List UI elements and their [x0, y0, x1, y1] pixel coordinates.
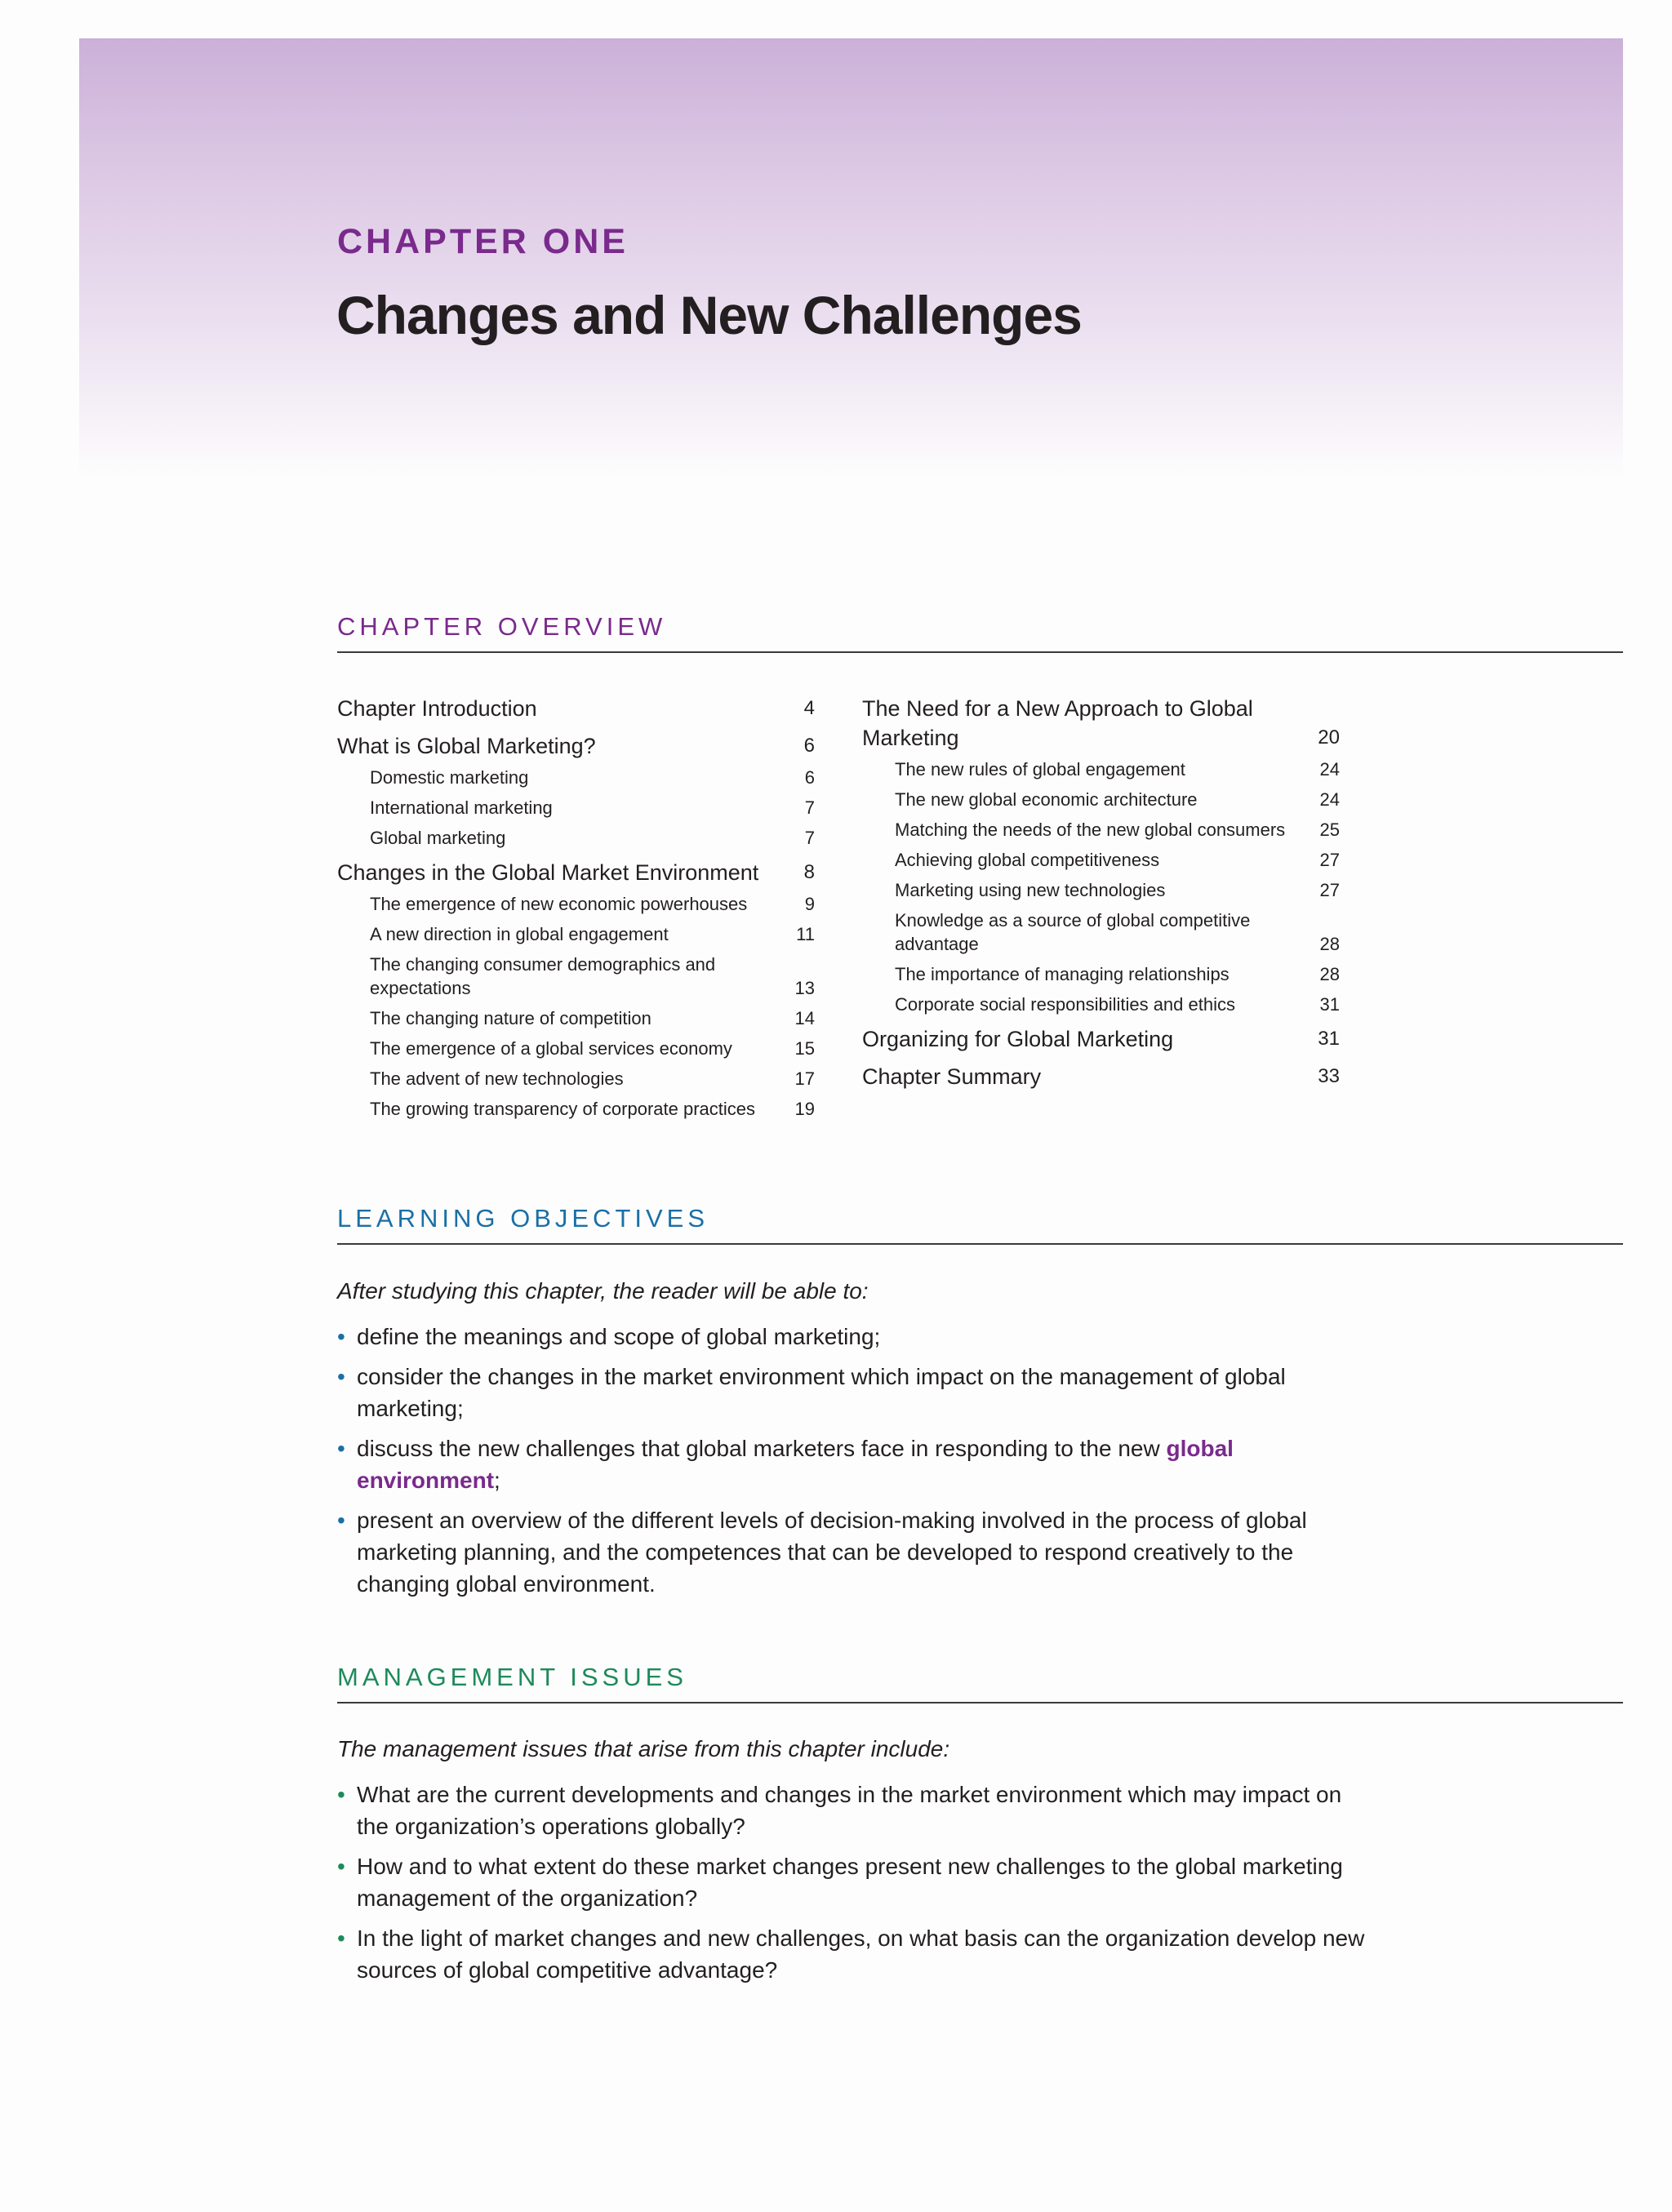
toc-entry[interactable]: Knowledge as a source of global competitive advantage 28	[895, 910, 1340, 954]
bullet-icon: •	[337, 1364, 345, 1389]
issues-lead: The management issues that arise from this chapter include:	[337, 1736, 950, 1761]
toc-entry[interactable]: The importance of managing relationships 28	[895, 964, 1340, 984]
toc-entry[interactable]: The emergence of a global services economy 15	[370, 1038, 815, 1059]
toc-entry[interactable]: Marketing using new technologies 27	[895, 880, 1340, 900]
objectives-lead: After studying this chapter, the reader will be able to:	[337, 1278, 869, 1304]
toc-right-column	[862, 694, 1340, 1096]
bullet-icon: •	[337, 1782, 345, 1807]
toc-entry[interactable]: What is Global Marketing? 6	[337, 734, 815, 758]
list-item: • What are the current developments and changes in the market environment which may impact on the organization’s operations globally?	[337, 1779, 1366, 1842]
toc-left-column	[337, 694, 815, 1127]
toc-entry[interactable]: The new global economic architecture 24	[895, 789, 1340, 810]
toc-entry[interactable]: Domestic marketing 6	[370, 767, 815, 788]
keyword-term[interactable]: global environment	[357, 1436, 1234, 1493]
bullet-icon: •	[337, 1436, 345, 1461]
overview-heading: CHAPTER OVERVIEW	[337, 612, 1623, 653]
objectives-heading: LEARNING OBJECTIVES	[337, 1204, 1623, 1245]
toc-entry[interactable]: Organizing for Global Marketing 31	[862, 1027, 1340, 1051]
bullet-icon: •	[337, 1324, 345, 1349]
toc-entry[interactable]: The emergence of new economic powerhouses 9	[370, 894, 815, 914]
list-item: • In the light of market changes and new challenges, on what basis can the organization develop new sources of global competitive advantage?	[337, 1922, 1366, 1986]
toc-entry[interactable]: Chapter Summary 33	[862, 1064, 1340, 1089]
toc-entry[interactable]: The changing nature of competition 14	[370, 1008, 815, 1028]
toc-entry[interactable]: The changing consumer demographics and expectations 13	[370, 954, 815, 998]
issues-heading: MANAGEMENT ISSUES	[337, 1663, 1623, 1703]
toc-entry[interactable]: The Need for a New Approach to Global Marketing 20	[862, 696, 1340, 750]
chapter-title: Changes and New Challenges	[336, 285, 1082, 345]
chapter-label: CHAPTER ONE	[337, 222, 629, 261]
bullet-icon: •	[337, 1926, 345, 1951]
toc-entry[interactable]: Corporate social responsibilities and ethics 31	[895, 994, 1340, 1015]
list-item: • discuss the new challenges that global marketers face in responding to the new global environment;	[337, 1432, 1366, 1496]
toc-entry[interactable]: International marketing 7	[370, 797, 815, 818]
list-item: • How and to what extent do these market changes present new challenges to the global marketing management of the organization?	[337, 1850, 1366, 1914]
chapter-banner	[79, 38, 1623, 479]
toc-entry[interactable]: Chapter Introduction 4	[337, 696, 815, 721]
bullet-icon: •	[337, 1508, 345, 1533]
toc-entry[interactable]: Changes in the Global Market Environment 8	[337, 860, 815, 885]
objectives-list	[337, 1321, 1366, 1608]
list-item: • consider the changes in the market environment which impact on the management of global marketing;	[337, 1361, 1366, 1424]
toc-entry[interactable]: The advent of new technologies 17	[370, 1068, 815, 1089]
toc-entry[interactable]: Achieving global competitiveness 27	[895, 850, 1340, 870]
list-item: • present an overview of the different levels of decision-making involved in the process of global marketing planning, and the competences that can be developed to respond creatively to the changing global environment.	[337, 1504, 1366, 1600]
toc-entry[interactable]: A new direction in global engagement 11	[370, 924, 815, 944]
toc-entry[interactable]: The growing transparency of corporate practices 19	[370, 1099, 815, 1119]
toc-entry[interactable]: Global marketing 7	[370, 828, 815, 848]
list-item: • define the meanings and scope of global marketing;	[337, 1321, 1366, 1353]
issues-list	[337, 1779, 1366, 1994]
toc-entry[interactable]: The new rules of global engagement 24	[895, 759, 1340, 780]
bullet-icon: •	[337, 1854, 345, 1879]
toc-entry[interactable]: Matching the needs of the new global consumers 25	[895, 820, 1340, 840]
